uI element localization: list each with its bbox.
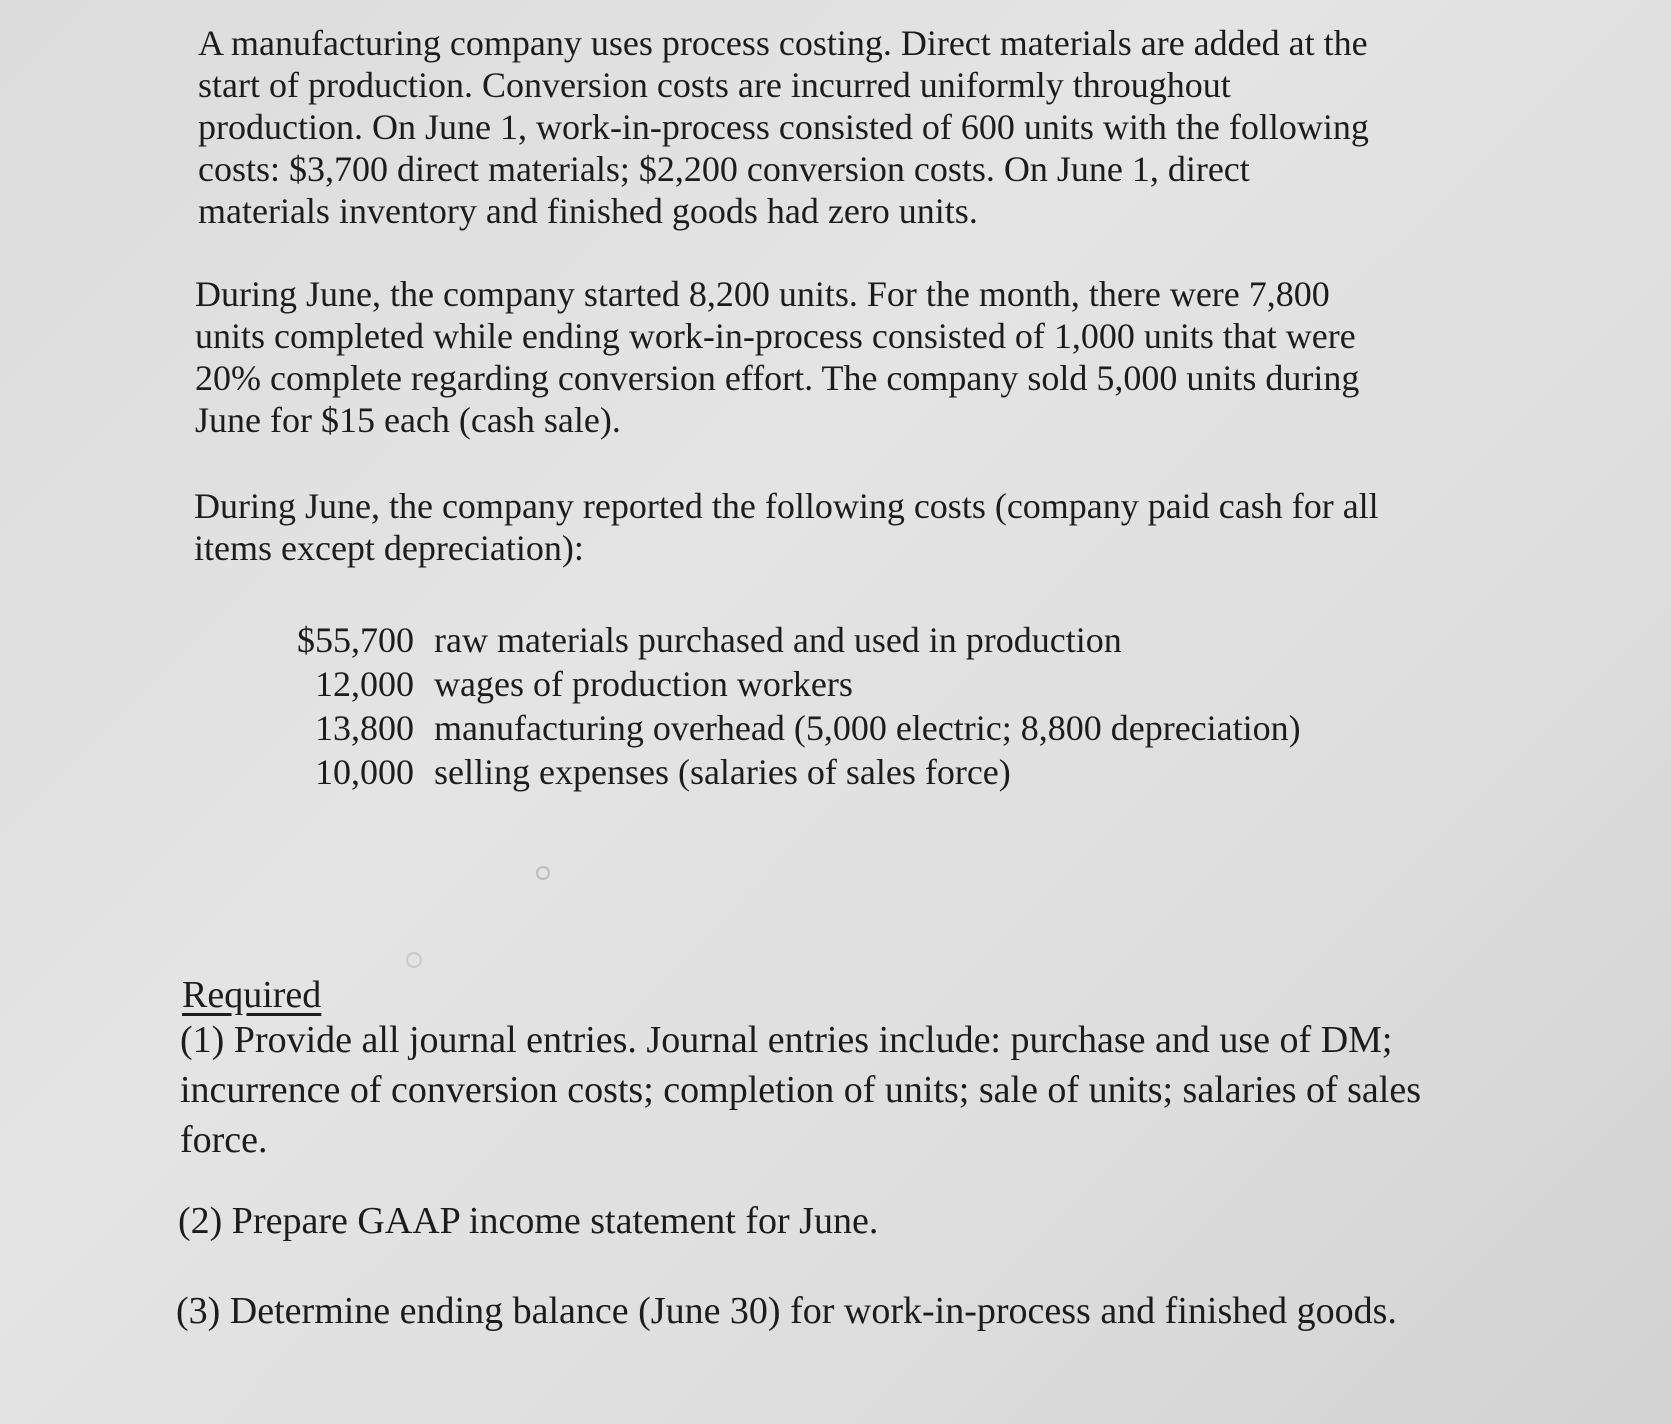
text-line: costs: $3,700 direct materials; $2,200 conversion costs. On June 1, direct	[198, 149, 1250, 189]
paper-mark	[406, 952, 422, 968]
cost-row	[270, 618, 1301, 662]
required-heading: Required	[182, 974, 322, 1016]
cost-row	[270, 750, 1301, 794]
text-line: During June, the company reported the following costs (company paid cash for all	[194, 486, 1379, 526]
text-line: 20% complete regarding conversion effort. The company sold 5,000 units during	[195, 358, 1360, 398]
text-line: start of production. Conversion costs are incurred uniformly throughout	[198, 65, 1231, 105]
text-line: materials inventory and finished goods had zero units.	[198, 191, 978, 231]
text-line: items except depreciation):	[194, 528, 584, 568]
costs-intro-paragraph	[194, 485, 1379, 569]
cost-description: manufacturing overhead (5,000 electric; 8,800 depreciation)	[434, 708, 1301, 748]
cost-list	[270, 618, 1301, 794]
required-item-2: (2) Prepare GAAP income statement for June.	[178, 1200, 879, 1242]
required-item-3: (3) Determine ending balance (June 30) for work-in-process and finished goods.	[176, 1290, 1397, 1332]
required-item-1	[180, 1015, 1421, 1165]
intro-paragraph	[198, 22, 1369, 232]
text-line: (1) Provide all journal entries. Journal entries include: purchase and use of DM;	[180, 1019, 1393, 1061]
cost-row	[270, 706, 1301, 750]
text-line: units completed while ending work-in-process consisted of 1,000 units that were	[195, 316, 1356, 356]
cost-row	[270, 662, 1301, 706]
text-line: production. On June 1, work-in-process consisted of 600 units with the following	[198, 107, 1369, 147]
paper-mark	[536, 866, 550, 880]
cost-amount: 13,800	[315, 708, 414, 748]
cost-description: raw materials purchased and used in production	[434, 620, 1122, 660]
text-line: June for $15 each (cash sale).	[195, 400, 621, 440]
cost-amount: $55,700	[297, 620, 414, 660]
june-activity-paragraph	[195, 273, 1359, 441]
text-line: incurrence of conversion costs; completion of units; sale of units; salaries of sales	[180, 1069, 1422, 1111]
text-line: force.	[180, 1119, 268, 1161]
cost-description: wages of production workers	[434, 664, 853, 704]
text-line: A manufacturing company uses process costing. Direct materials are added at the	[198, 23, 1368, 63]
text-line: During June, the company started 8,200 units. For the month, there were 7,800	[195, 274, 1330, 314]
cost-amount: 10,000	[315, 752, 414, 792]
cost-description: selling expenses (salaries of sales force)	[434, 752, 1011, 792]
cost-amount: 12,000	[315, 664, 414, 704]
